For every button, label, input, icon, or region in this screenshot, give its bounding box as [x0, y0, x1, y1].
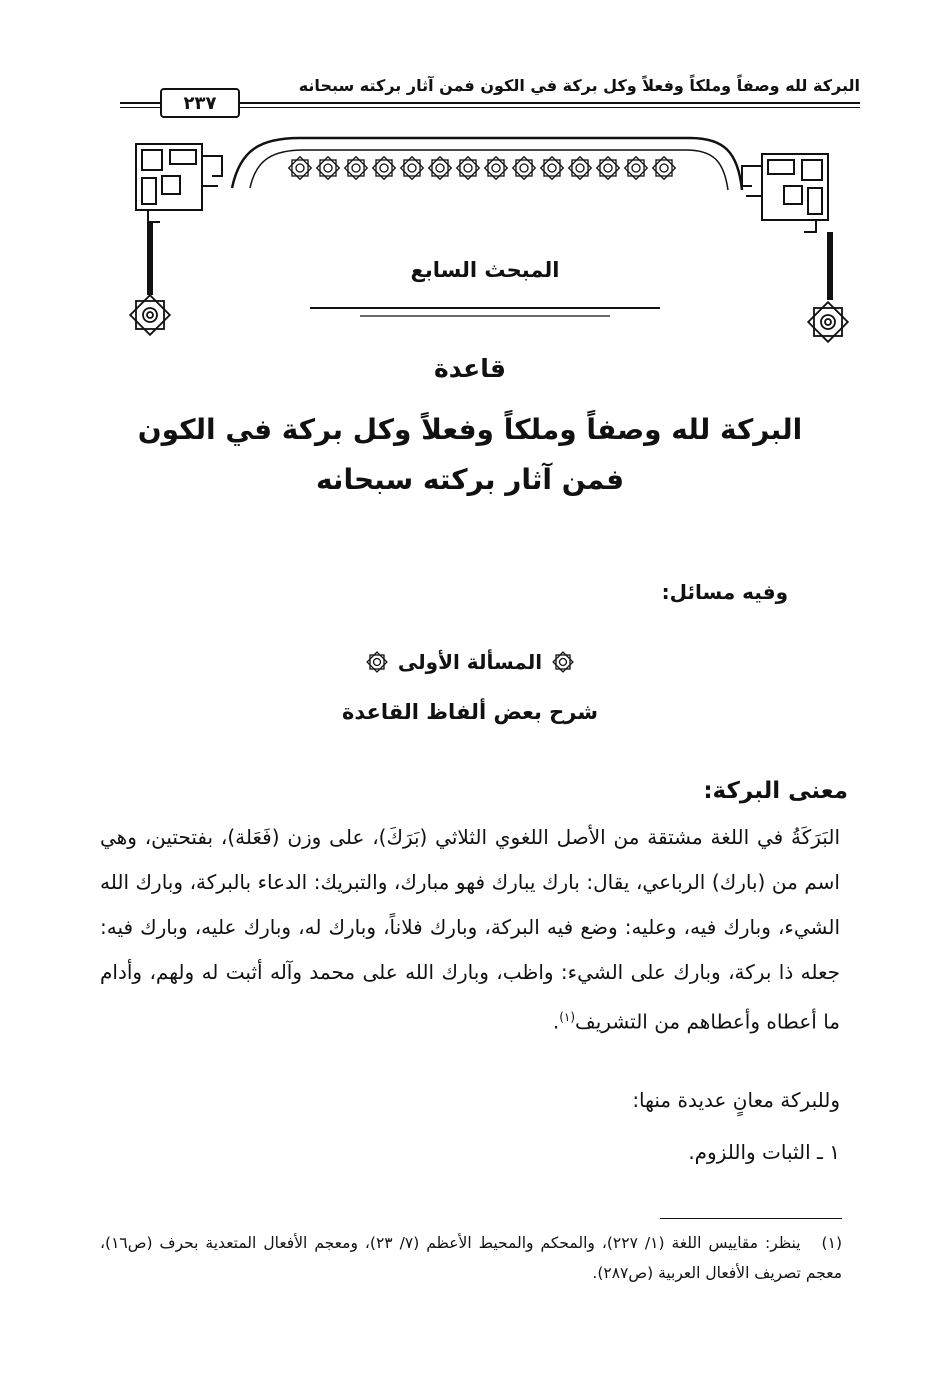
definition-paragraph [100, 815, 840, 1045]
rule-label: قاعدة [433, 354, 507, 383]
page-number: ٢٣٧ [160, 88, 240, 118]
left-key-pattern-icon [136, 144, 222, 222]
footnote [100, 1228, 842, 1288]
issues-intro: وفيه مسائل: [661, 580, 788, 604]
footnote-separator [660, 1218, 842, 1219]
left-rosette-icon [130, 295, 170, 335]
definition-end: . [552, 1009, 560, 1034]
definition-heading: معنى البركة: [703, 778, 848, 804]
meaning-item-1: ١ ـ الثبات واللزوم. [688, 1140, 840, 1164]
octagram-ornament-icon [552, 651, 574, 673]
footnote-text: ينظر: مقاييس اللغة (١/ ٢٢٧)، والمحكم والمحيط الأعظم (٧/ ٢٣)، ومعجم الأفعال المتعدية بحرف (ص١٦)، معجم تصريف الأفعال العربية (ص٢٨٧). [100, 1234, 842, 1282]
chapter-frame-ornament [0, 0, 940, 360]
octagram-ornament-icon [366, 651, 388, 673]
question-heading [0, 650, 940, 674]
right-key-pattern-icon [742, 154, 828, 232]
question-subtitle: شرح بعض ألفاظ القاعدة [341, 700, 599, 724]
footnote-number: (١) [821, 1234, 842, 1252]
rule-title-line-1: البركة لله وصفاً وملكاً وفعلاً وكل بركة في الكون [137, 413, 803, 446]
definition-text: البَرَكَةُ في اللغة مشتقة من الأصل اللغوي الثلاثي (بَرَكَ)، على وزن (فَعَلة)، بفتحتين، وهي اسم من (بارك) الرباعي، يقال: بارك يبارك فهو مبارك، والتبريك: الدعاء بالبركة، وبارك الله الشيء، وبارك فيه، وعليه: وضع فيه البركة، وبارك فلاناً، وبارك له، وبارك عليه، وبارك فيه: جعله ذا بركة، وبارك على الشيء: واظب، وبارك الله على محمد وآله أثبت له ولهم، وأدام ما أعطاه وأعطاهم من التشريف [100, 825, 840, 1034]
arch-medallion-row-icon [289, 157, 676, 180]
rule-title [100, 405, 840, 505]
footnote-reference: (١) [559, 1010, 576, 1024]
rule-title-line-2: فمن آثار بركته سبحانه [315, 463, 625, 496]
section-title: المبحث السابع [410, 258, 560, 282]
meanings-intro: وللبركة معانٍ عديدة منها: [632, 1088, 840, 1112]
running-header-title: البركة لله وصفاً وملكاً وفعلاً وكل بركة في الكون فمن آثار بركته سبحانه [298, 76, 860, 95]
right-rosette-icon [808, 302, 848, 342]
question-title: المسألة الأولى [397, 650, 543, 674]
